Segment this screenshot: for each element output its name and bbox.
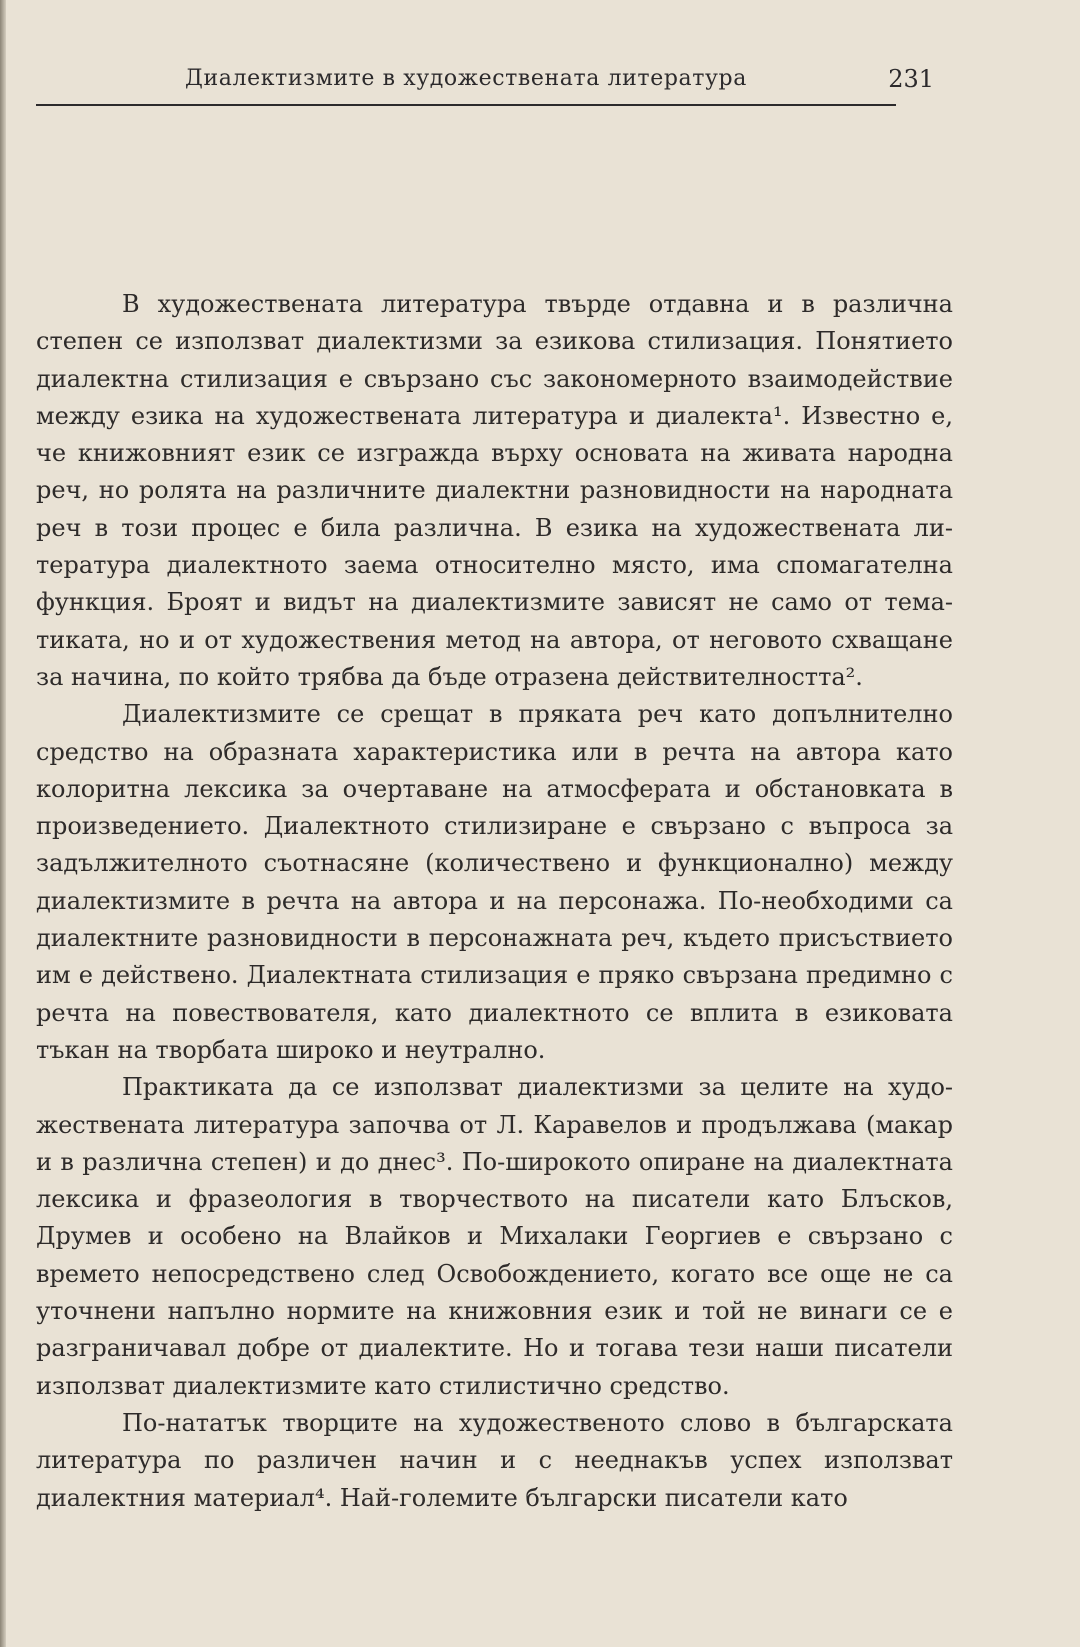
running-title: Диалектизмите в художествената литература [185,66,747,91]
paragraph-2: Диалектизмите се срещат в пряката реч като допълнително средство на образната характеристика или в речта на автора като колоритна лексика за очертаване на атмосферата и обстановката в произведението. Диалектното стилизиране е свързано с въпроса за задължителното съотнасяне (количествено и функционално) между диалектизмите в речта на автора и на персонажа. По-необходими са диалектните разновидности в персонажната реч, където присъствието им е действено. Диалектната стилизация е пряко свързана предимно с речта на повествователя, като диалектното се вплита в езиковата тъкан на творбата широко и неутрално. [36,700,953,1064]
paragraph-4: По-нататък творците на художественото слово в българската литература по различен начин и с нееднакъв успех използват диалектния материал⁴. Най-големите български писатели като [36,1408,953,1512]
body-text [36,286,953,1517]
page-binding-edge [0,0,6,1647]
paragraph-3: Практиката да се използват диалектизми за целите на художествената литература започва от Л. Каравелов и продължава (макар и в различна степен) и до днес³. По-широкото опиране на диалектната лексика и фразеология в творчеството на писатели като Блъсков, Друмев и особено на Влайков и Михалаки Георгиев е свързано с времето непосредствено след Освобождението, когато все още не са уточнени напълно нормите на книжовния език и той не винаги се е разграничавал добре от диалектите. Но и тогава тези наши писатели използват диалектизмите като стилистично средство. [36,1073,953,1400]
header-rule [36,104,896,106]
page-number: 231 [888,65,934,93]
paragraph-1: В художествената литература твърде отдавна и в различна степен се използват диалектизми за езикова стилизация. Понятието диалектна стилизация е свързано със закономерното взаимодействие между езика на художествената литература и диалекта¹. Известно е, че книжовният език се изгражда върху основата на живата народна реч, но ролята на различните диалектни разновидности на народната реч в този процес е била различна. В езика на художествената литература диалектното заема относително място, има спомагателна функция. Броят и видът на диалектизмите зависят не само от тематиката, но и от художествения метод на автора, от неговото схващане за начина, по който трябва да бъде отразена действителността². [36,290,953,691]
page-header [36,66,936,106]
